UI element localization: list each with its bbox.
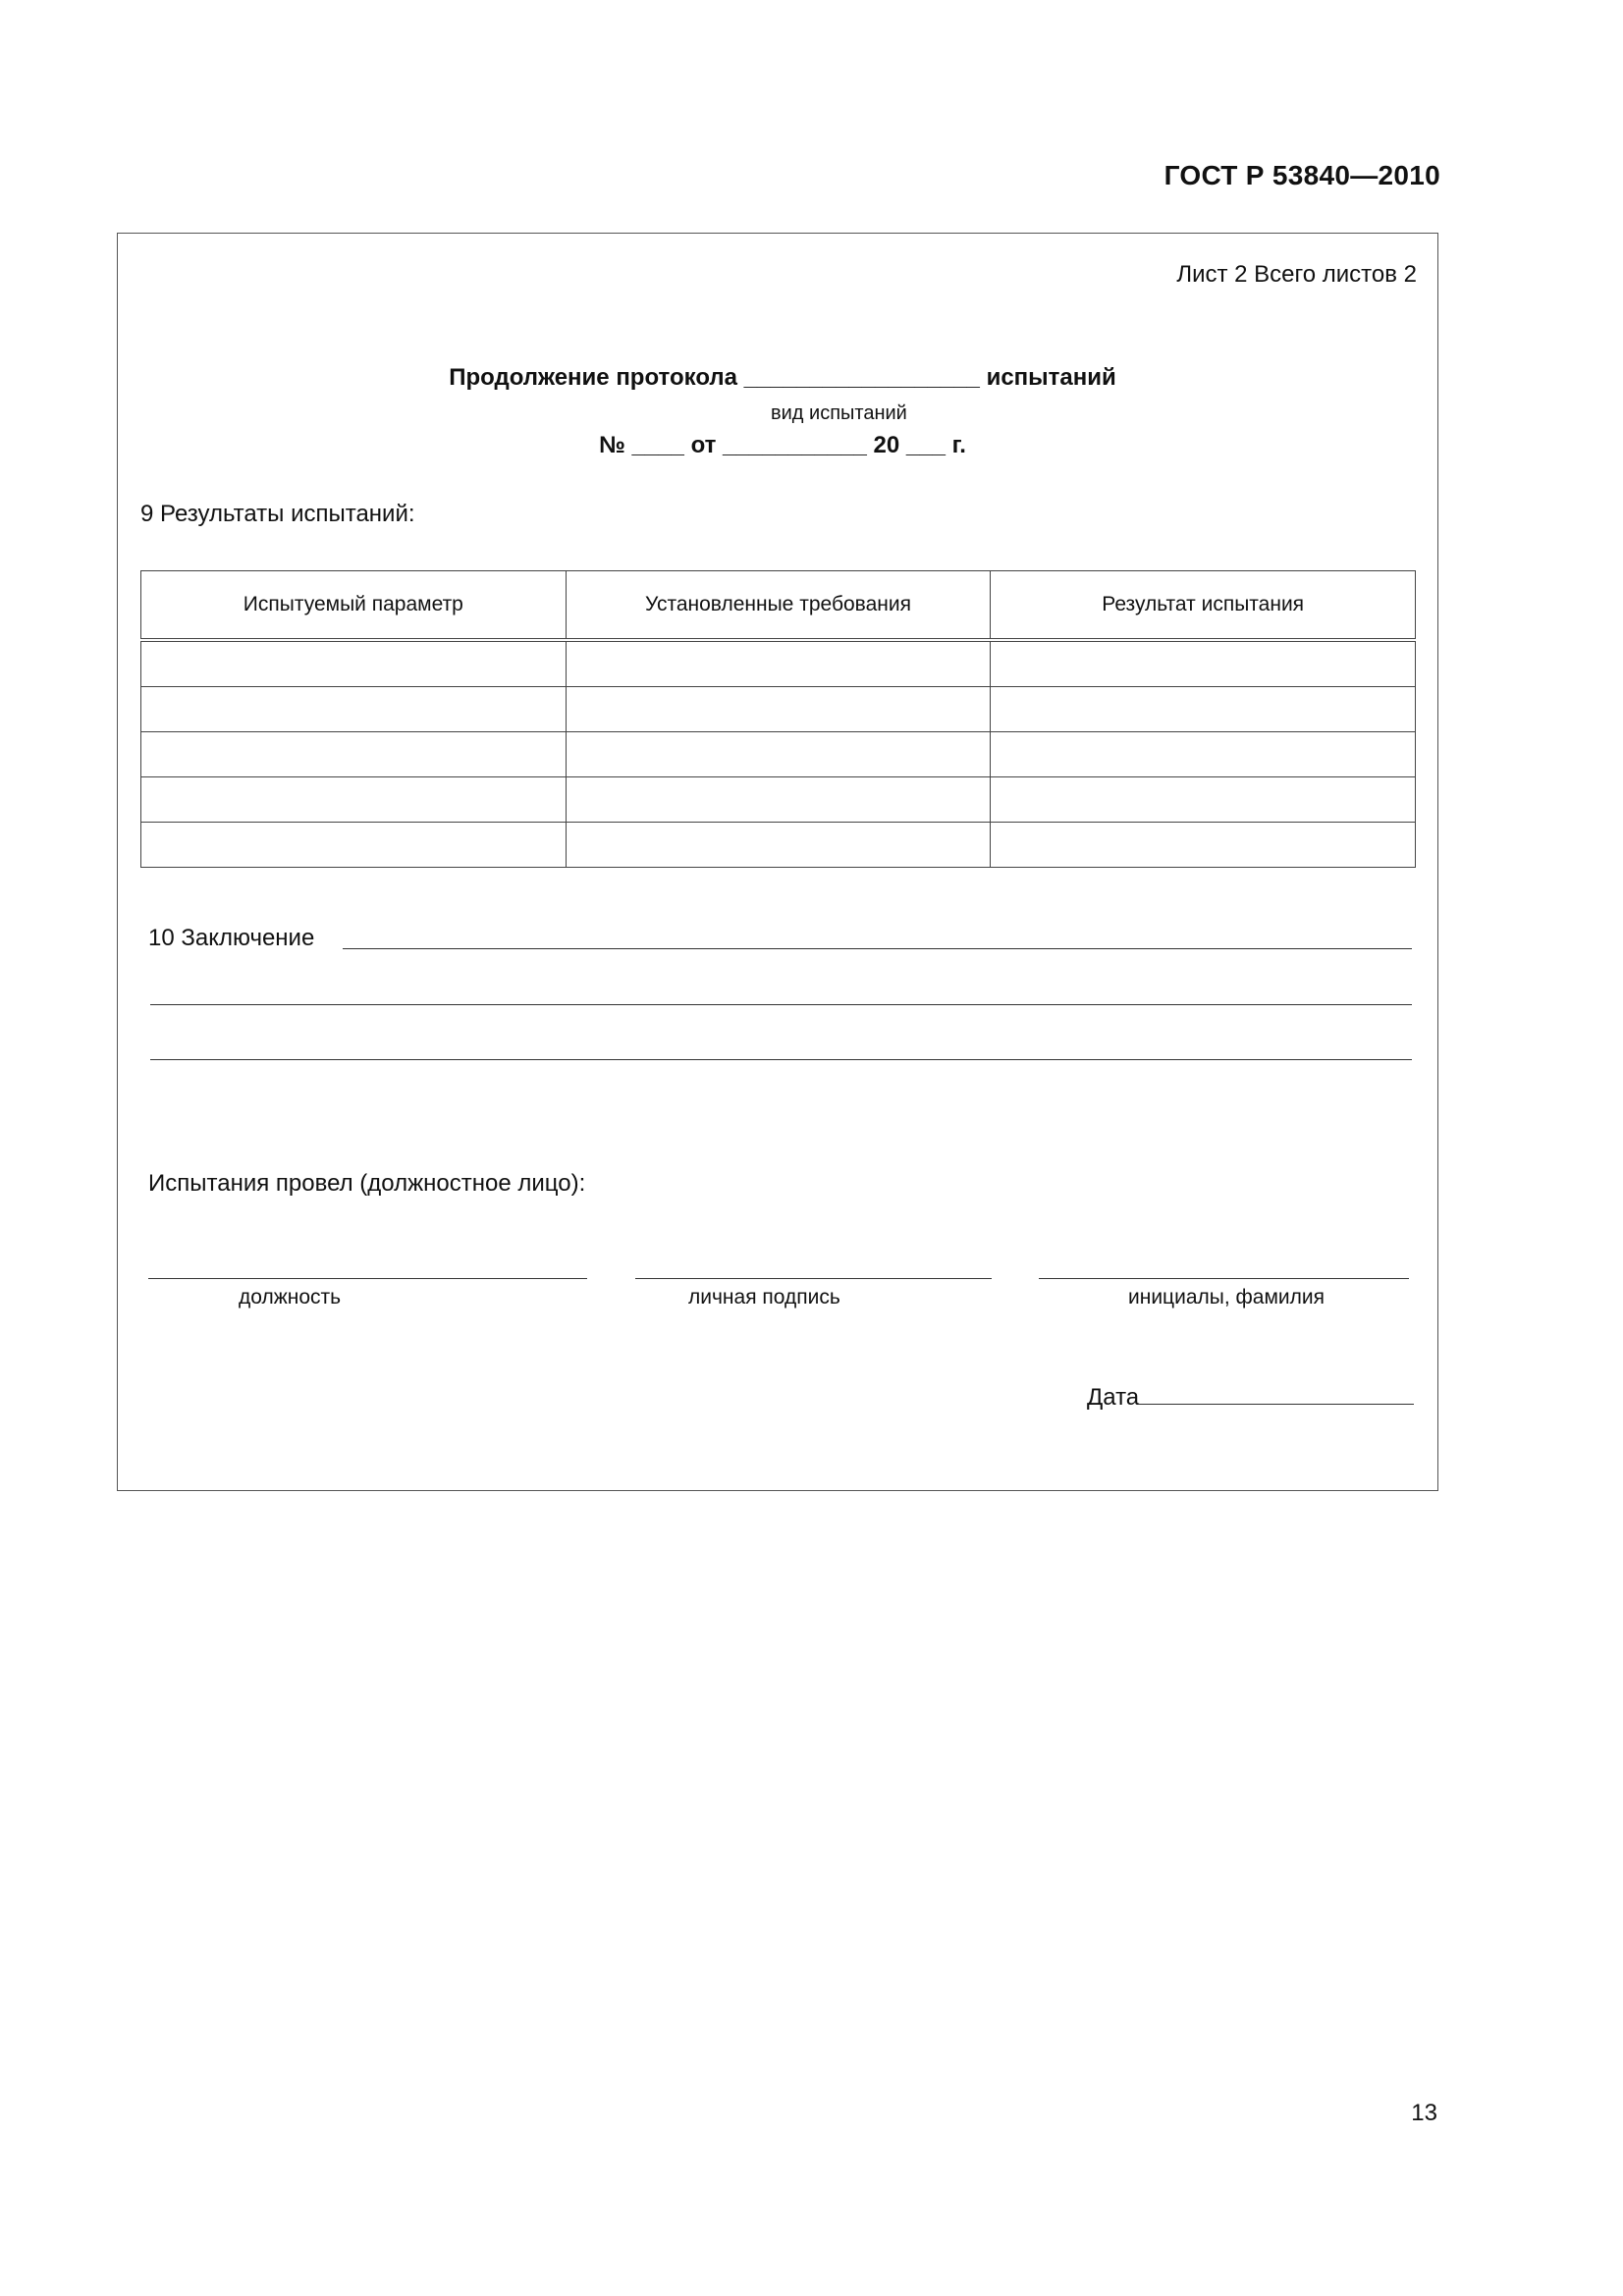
table-cell: [991, 640, 1416, 687]
column-header-requirements: Установленные требования: [566, 571, 991, 641]
sheet-info: Лист 2 Всего листов 2: [1176, 261, 1417, 288]
position-caption: должность: [239, 1286, 342, 1308]
name-caption: инициалы, фамилия: [1128, 1286, 1325, 1308]
table-cell: [566, 732, 991, 777]
table-cell: [566, 777, 991, 823]
conclusion-label: 10 Заключение: [148, 925, 315, 951]
name-fill-line: [1039, 1278, 1409, 1279]
table-row: [141, 777, 1416, 823]
column-header-result: Результат испытания: [991, 571, 1416, 641]
conclusion-fill-line: [150, 1059, 1412, 1060]
table-header-row: [141, 571, 1416, 641]
test-kind-caption: вид испытаний: [771, 402, 907, 424]
document-code: ГОСТ Р 53840—2010: [1163, 160, 1440, 190]
table-cell: [566, 640, 991, 687]
table-cell: [566, 687, 991, 732]
table-row: [141, 687, 1416, 732]
table-cell: [141, 777, 567, 823]
conclusion-fill-line: [150, 1004, 1412, 1005]
position-fill-line: [148, 1278, 587, 1279]
table-cell: [566, 823, 991, 868]
table-cell: [991, 823, 1416, 868]
tester-label: Испытания провел (должностное лицо):: [148, 1170, 586, 1197]
table-cell: [991, 687, 1416, 732]
signature-caption: личная подпись: [688, 1286, 840, 1308]
date-field: [1087, 1384, 1414, 1412]
conclusion-fill-line: [343, 948, 1412, 949]
table-cell: [991, 732, 1416, 777]
protocol-title: Продолжение протокола __________________ испытаний: [449, 364, 1116, 391]
results-heading: 9 Результаты испытаний:: [140, 501, 415, 527]
page-number: 13: [1411, 2100, 1437, 2126]
table-row: [141, 823, 1416, 868]
column-header-parameter: Испытуемый параметр: [141, 571, 567, 641]
table-cell: [141, 687, 567, 732]
table-cell: [141, 640, 567, 687]
table-cell: [141, 732, 567, 777]
signature-fill-line: [635, 1278, 992, 1279]
date-fill-line: [1139, 1404, 1414, 1405]
table-row: [141, 732, 1416, 777]
table-cell: [141, 823, 567, 868]
protocol-number-date: № ____ от ___________ 20 ___ г.: [599, 432, 966, 458]
date-label: Дата: [1087, 1384, 1140, 1411]
results-table: [140, 570, 1416, 868]
table-cell: [991, 777, 1416, 823]
table-row: [141, 640, 1416, 687]
